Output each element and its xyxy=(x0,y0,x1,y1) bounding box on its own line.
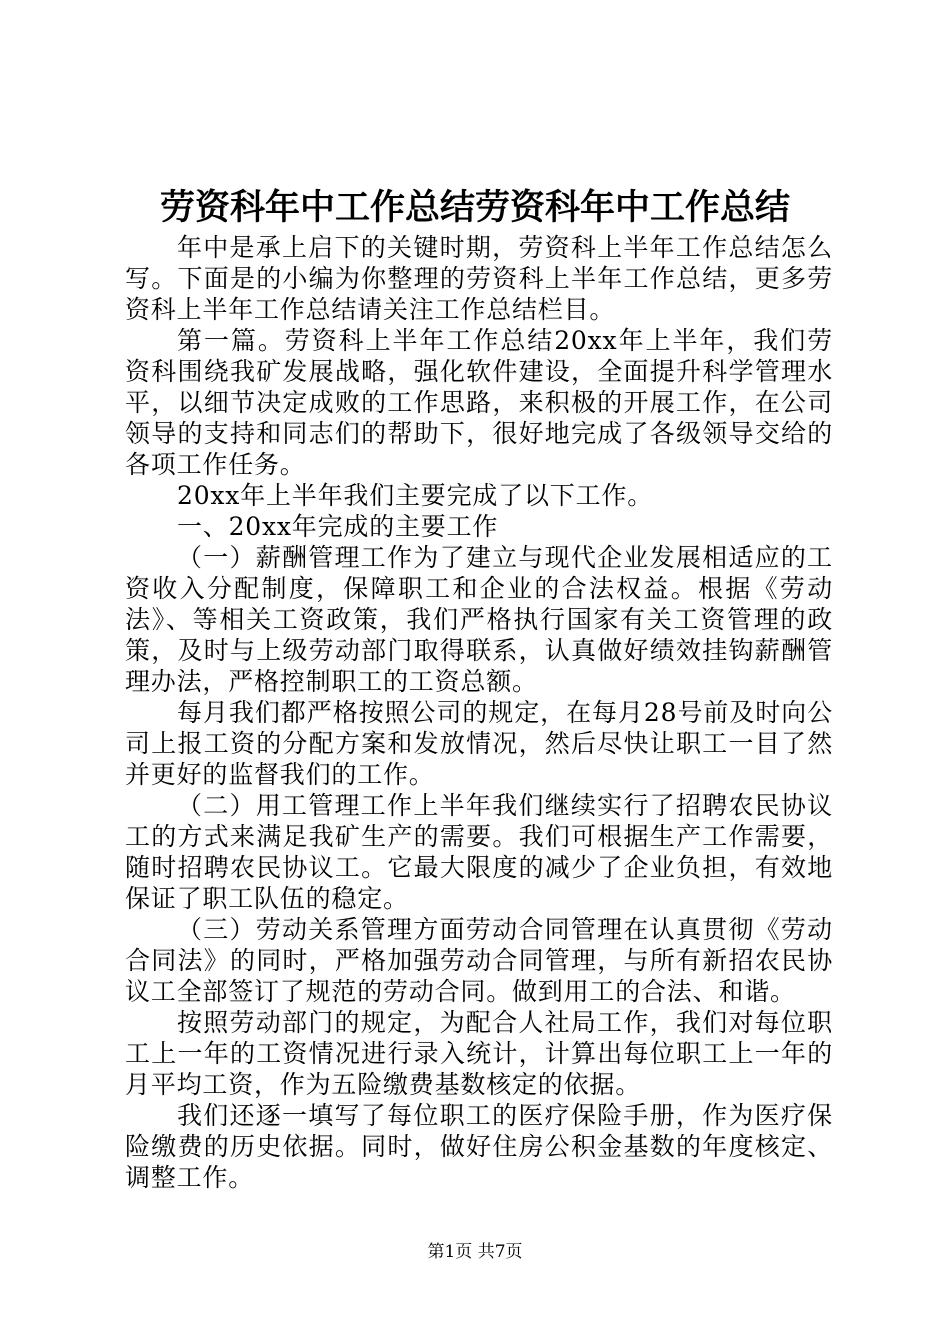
paragraph: 第一篇。劳资科上半年工作总结20xx年上半年，我们劳资科围绕我矿发展战略，强化软件建设，全面提升科学管理水平，以细节决定成败的工作思路，来积极的开展工作，在公司领导的支持和同志们的帮助下，很好地完成了各级领导交给的各项工作任务。 xyxy=(125,326,833,479)
paragraph: （二）用工管理工作上半年我们继续实行了招聘农民协议工的方式来满足我矿生产的需要。我们可根据生产工作需要，随时招聘农民协议工。它最大限度的减少了企业负担，有效地保证了职工队伍的稳定。 xyxy=(125,791,833,913)
paragraph: 20xx年上半年我们主要完成了以下工作。 xyxy=(177,481,654,510)
document-title: 劳资科年中工作总结劳资科年中工作总结 xyxy=(159,187,790,228)
paragraph: （一）薪酬管理工作为了建立与现代企业发展相适应的工资收入分配制度，保障职工和企业的合法权益。根据《劳动法》、等相关工资政策，我们严格执行国家有关工资管理的政策，及时与上级劳动部门取得联系，认真做好绩效挂钩薪酬管理办法，严格控制职工的工资总额。 xyxy=(125,543,833,696)
section-heading: 一、20xx年完成的主要工作 xyxy=(177,512,499,541)
paragraph: 每月我们都严格按照公司的规定，在每月28号前及时向公司上报工资的分配方案和发放情况，然后尽快让职工一目了然并更好的监督我们的工作。 xyxy=(125,698,833,789)
paragraph: （三）劳动关系管理方面劳动合同管理在认真贯彻《劳动合同法》的同时，严格加强劳动合同管理，与所有新招农民协议工全部签订了规范的劳动合同。做到用工的合法、和谐。 xyxy=(125,915,833,1006)
paragraph: 年中是承上启下的关键时期，劳资科上半年工作总结怎么写。下面是的小编为你整理的劳资科上半年工作总结，更多劳资科上半年工作总结请关注工作总结栏目。 xyxy=(125,233,833,324)
paragraph: 按照劳动部门的规定，为配合人社局工作，我们对每位职工上一年的工资情况进行录入统计，计算出每位职工上一年的月平均工资，作为五险缴费基数核定的依据。 xyxy=(125,1008,833,1099)
page-number-footer: 第1页 共7页 xyxy=(427,1242,523,1262)
document-body xyxy=(125,232,833,1193)
paragraph: 我们还逐一填写了每位职工的医疗保险手册，作为医疗保险缴费的历史依据。同时，做好住房公积金基数的年度核定、调整工作。 xyxy=(125,1101,833,1192)
